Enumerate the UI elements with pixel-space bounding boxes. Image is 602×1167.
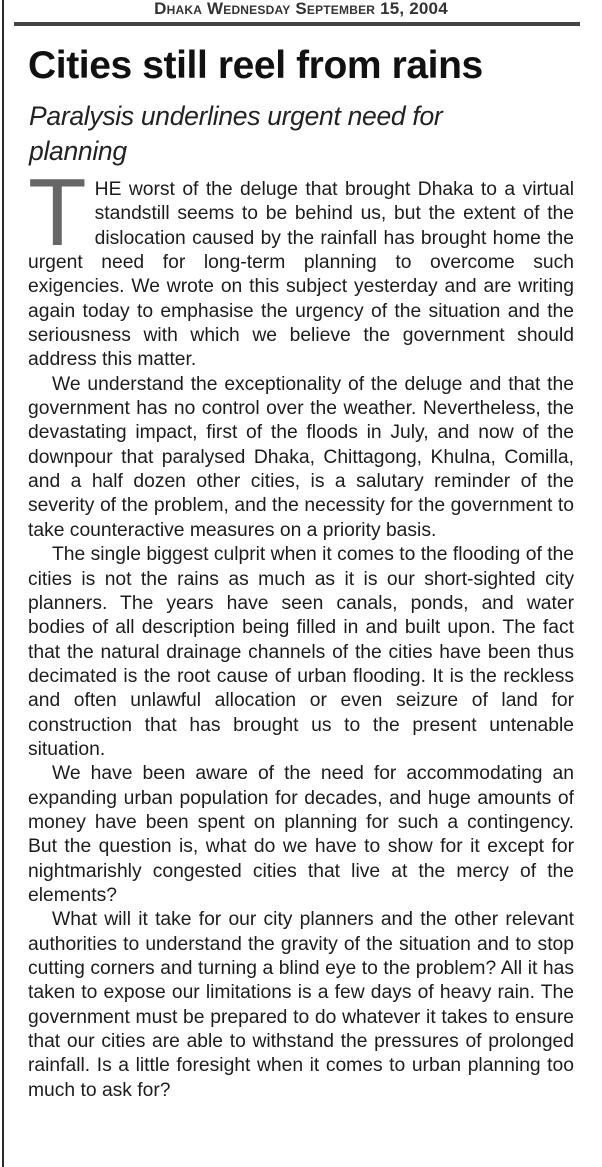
dateline-rule xyxy=(14,22,580,26)
drop-cap: T xyxy=(28,159,87,266)
article-paragraph-4: We have been aware of the need for accommodating an expanding urban population for decades, and huge amounts of money have been spent on planning for such a contingency. But the question is, what do we have to show for it except for nightmarishly congested cities that live at the mercy of the elements? xyxy=(28,763,574,906)
article-paragraph-1 xyxy=(28,159,574,373)
article-paragraph-2: We understand the exceptionality of the deluge and that the government has no control over the weather. Nevertheless, the devastating impact, first of the floods in July, and now of the downpour that paralysed Dhaka, Chittagong, Khulna, Comilla, and a half dozen other cities, is a salutary reminder of the severity of the problem, and the necessity for the government to take counteractive measures on a priority basis. xyxy=(28,373,574,541)
subheadline: Paralysis underlines urgent need for planning xyxy=(29,101,443,166)
article-body xyxy=(28,159,574,1103)
paragraph-1-text: HE worst of the deluge that brought Dhaka to a virtual standstill seems to be behind us, but the extent of the dislocation caused by the rainfall has brought home the urgent need for long-term planning to overcome such exigencies. We wrote on this subject yesterday and are writing again today to emphasise the urgency of the situation and the seriousness with which we believe the government should address this matter. xyxy=(28,179,574,371)
headline: Cities still reel from rains xyxy=(28,44,483,87)
column-rule xyxy=(2,0,4,1167)
article-paragraph-3: The single biggest culprit when it comes to the flooding of the cities is not the rains as much as it is our short-sighted city planners. The years have seen canals, ponds, and water bodies of all description being filled in and built upon. The fact that the natural drainage channels of the cities have been thus decimated is the root cause of urban flooding. It is the reckless and often unlawful allocation or even seizure of land for construction that has brought us to the present untenable situation. xyxy=(28,544,574,760)
article-paragraph-5: What will it take for our city planners and the other relevant authorities to understand the gravity of the situation and to stop cutting corners and turning a blind eye to the problem? All it has taken to expose our limitations is a few days of heavy rain. The government must be prepared to do whatever it takes to ensure that our cities are able to withstand the pressures of prolonged rainfall. Is a little foresight when it comes to urban planning too much to ask for? xyxy=(28,909,574,1101)
dateline: Dhaka Wednesday September 15, 2004 xyxy=(154,0,448,18)
